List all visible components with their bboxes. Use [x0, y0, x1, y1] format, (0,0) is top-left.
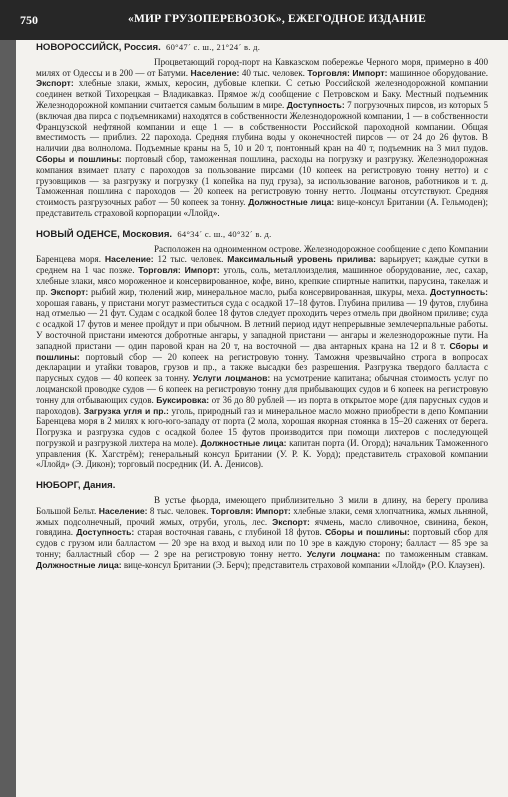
- field-label: Доступность:: [430, 286, 488, 297]
- entry-text: машинное оборудование.: [387, 67, 489, 78]
- port-entry-nyborg: [36, 480, 488, 570]
- entry-text: хорошая гавань, у пристани могут разместиться суда с осадкой 17–18 футов. Глубина прилива — 19 футов, глубина над отмелью — 21 фут. Судам с осадкой более 18 футов следует проходить через отмель при двойном приливе; суда с осадкой 17 футов и менее пройдут и при обычном. В летний период идут непрерывные землечерпальные работы. У восточной пристани имеются добротные ангары, у западной пристани — ангары и железнодорожные пути. На западной пристани — один паровой кран на 20 т, на восточной — два антарных крана на 12 и 8 т.: [36, 297, 488, 351]
- entry-text: ячмень, масло сливочное, свинина, бекон, говядина.: [36, 516, 488, 538]
- port-entry-novorossiysk: [36, 42, 488, 219]
- entry-text: портовый сбор, таможенная пошлина, расходы на погрузку и разгрузку. Железнодорожная компания взимает плату с пароходов за пользование пирсами (10 копеек на регистровую тонну нетто) и с грузовщиков — за разгрузку и погрузку (1 копейка на пуд груза), за использование вагонов, работников и т. д. Таможенная пошлина с пароходов — 20 копеек на регистровую тонну нетто. Лоцманы отсутствуют. Средняя стоимость разгрузочных работ — 50 копеек за тонну.: [36, 153, 488, 208]
- entry-text: вице-консул Британии (Э. Берч); представитель страховой компании «Ллойд» (Р.О. Клаузен).: [121, 559, 485, 570]
- entry-text: портовый сбор для судов с грузом или балластом — 20 эре на вход и выход или по 10 эре в каждую сторону; балласт — 85 эре за тонну; балластный сбор — 2 эре на регистровую тонну нетто.: [36, 527, 488, 560]
- field-label: Сборы и пошлины:: [36, 153, 122, 164]
- entry-text: рыбий жир, тюлений жир, минеральное масло, рыба консервированная, шкуры, меха.: [88, 286, 430, 297]
- gazetteer-entries: [36, 42, 488, 581]
- entry-text: на усмотрение капитана; обычная стоимость услуг по лоцманской проводке судов — 6 копеек на регистровую тонну для прибывающих судов и 6 копеек на регистровую тонну для отбывающих судов.: [36, 373, 488, 405]
- field-label: Торговля:: [210, 505, 254, 516]
- entry-coords: 60°47´ с. ш., 21°24´ в. д.: [166, 42, 261, 52]
- field-label: Импорт:: [255, 505, 291, 516]
- entry-text: 12 тыс. человек.: [153, 254, 228, 265]
- running-title: «МИР ГРУЗОПЕРЕВОЗОК», ЕЖЕГОДНОЕ ИЗДАНИЕ: [128, 13, 426, 25]
- entry-text: 7 погрузочных пирсов, из которых 5 (включая два пирса с подъемниками) находятся в собственности Железнодорожной компании, 1 — в собственности Французской нефтяной компании и еще 1 — в собственности Российской пароходной компании. Общая вместимость — приблиз. 22 парохода. Средняя глубина воды у оконечностей пирсов — от 24 до 26 футов. В наличии два волнолома. Подъемные краны на 5, 10 и 20 т, понтонный кран на 40 т, подъемник на 3 мил пудов.: [36, 99, 488, 154]
- entry-text: капитан порта (И. Огорд); начальник Таможенного управления (К. Хагстрём); генеральный консул Британии (У. Р. К. Уорд); представитель страховой компании «Ллойд» (Э. Дикон); торговый посредник (И. А. Денисов).: [36, 437, 488, 470]
- field-label: Доступность:: [286, 99, 345, 110]
- field-label: Сборы и пошлины:: [324, 527, 410, 538]
- entry-city: НЮБОРГ, Дания.: [36, 480, 116, 492]
- entry-text: 8 тыс. человек.: [147, 505, 211, 516]
- field-label: Экспорт:: [36, 78, 74, 89]
- field-label: Сборы и пошлины:: [36, 340, 488, 362]
- field-label: Импорт:: [352, 67, 388, 78]
- entry-text: Процветающий город-порт на Кавказском побережье Черного моря, примерно в 400 милях от Одессы и в 200 — от Батуми.: [36, 56, 488, 78]
- port-entry-novyy-odense: [36, 229, 488, 471]
- entry-heading: [36, 42, 488, 54]
- field-label: Торговля:: [307, 67, 350, 78]
- field-label: Должностные лица:: [36, 559, 122, 570]
- entry-text: Расположен на одноименном острове. Железнодорожное сообщение с депо Компании Баренцева моря.: [36, 243, 488, 265]
- entry-text: хлебные злаки, семя хлопчатника, жмых льняной, жмых подсолнечный, прочий жмых, отруби, уголь, лес.: [36, 505, 488, 527]
- entry-text: 40 тыс. человек.: [239, 67, 308, 78]
- entry-body: [36, 244, 488, 471]
- field-label: Должностные лица:: [200, 437, 287, 448]
- page-number: 750: [20, 13, 38, 27]
- field-label: Загрузка угля и пр.:: [83, 405, 169, 416]
- page-header: [0, 0, 508, 40]
- entry-city: НОВОРОССИЙСК, Россия.: [36, 42, 161, 53]
- page-paper: [16, 40, 508, 797]
- field-label: Торговля:: [138, 265, 181, 276]
- field-label: Услуги лоцманов:: [192, 373, 271, 384]
- field-label: Должностные лица:: [248, 197, 335, 208]
- entry-body: [36, 57, 488, 219]
- entry-text: от 36 до 80 рублей — из порта в открытое море (для парусных судов и пароходов).: [36, 394, 489, 416]
- field-label: Население:: [104, 254, 154, 265]
- entry-text: хлебные злаки, жмых, керосин, дубовые клепки. С сетью Российской железнодорожной компании соединен веткой Тихорецкая – Владикавказ. Прямое ж/д сообщение с Петровском и Баку. Местный подъемник Железнодорожной компании считается самым большим в мире.: [36, 78, 488, 110]
- field-label: Услуги лоцмана:: [306, 549, 381, 560]
- entry-text: уголь, природный газ и минеральное масло можно приобрести в депо Компании Баренцева моря в 2 милях к юго-юго-западу от порта (2 мола, хорошая якорная стоянка в 15–20 саженях от берега. Погрузка и разгрузка судов с осадкой более 15 футов производится при помощи лихтеров с последующей погрузкой и разгрузкой лихтера на моле).: [36, 405, 488, 448]
- entry-text: старая восточная гавань, с глубиной 18 футов.: [134, 527, 325, 538]
- entry-heading: [36, 229, 488, 241]
- entry-city: НОВЫЙ ОДЕНСЕ, Московия.: [36, 228, 173, 240]
- entry-text: портовый сбор — 20 копеек на регистровую тонну. Таможня чрезвычайно строга в вопросах декларации и утайки товаров, грузов и пр., а также высадки без разрешения. Разгрузка твердого балласта с парусных судов — 40 копеек за тонну.: [36, 351, 488, 384]
- field-label: Экспорт:: [50, 286, 89, 297]
- field-label: Население:: [190, 67, 240, 78]
- entry-text: варьирует; каждые сутки в среднем на 1 час позже.: [36, 254, 488, 276]
- entry-text: уголь, соль, металлоизделия, машинное оборудование, лес, сахар, хлебные злаки, мясо мороженное и консервированное, кофе, вино, крепкие спиртные напитки, парусина, такелаж и пр.: [36, 265, 488, 297]
- field-label: Экспорт:: [272, 516, 310, 527]
- field-label: Доступность:: [76, 527, 135, 538]
- field-label: Импорт:: [184, 265, 220, 276]
- field-label: Население:: [98, 505, 148, 516]
- entry-text: по таможенным ставкам.: [380, 549, 488, 560]
- field-label: Буксировка:: [156, 394, 210, 405]
- entry-text: В устье фьорда, имеющего приблизительно 3 мили в длину, на берегу пролива Большой Бельт.: [36, 495, 488, 516]
- entry-heading: [36, 480, 488, 492]
- field-label: Максимальный уровень прилива:: [227, 254, 376, 265]
- entry-text: вице-консул Британии (А. Гельмоден); представитель страховой корпорации «Ллойд».: [36, 197, 488, 218]
- entry-coords: 64°34´ с. ш., 40°32´ в. д.: [177, 228, 272, 239]
- entry-body: [36, 495, 488, 571]
